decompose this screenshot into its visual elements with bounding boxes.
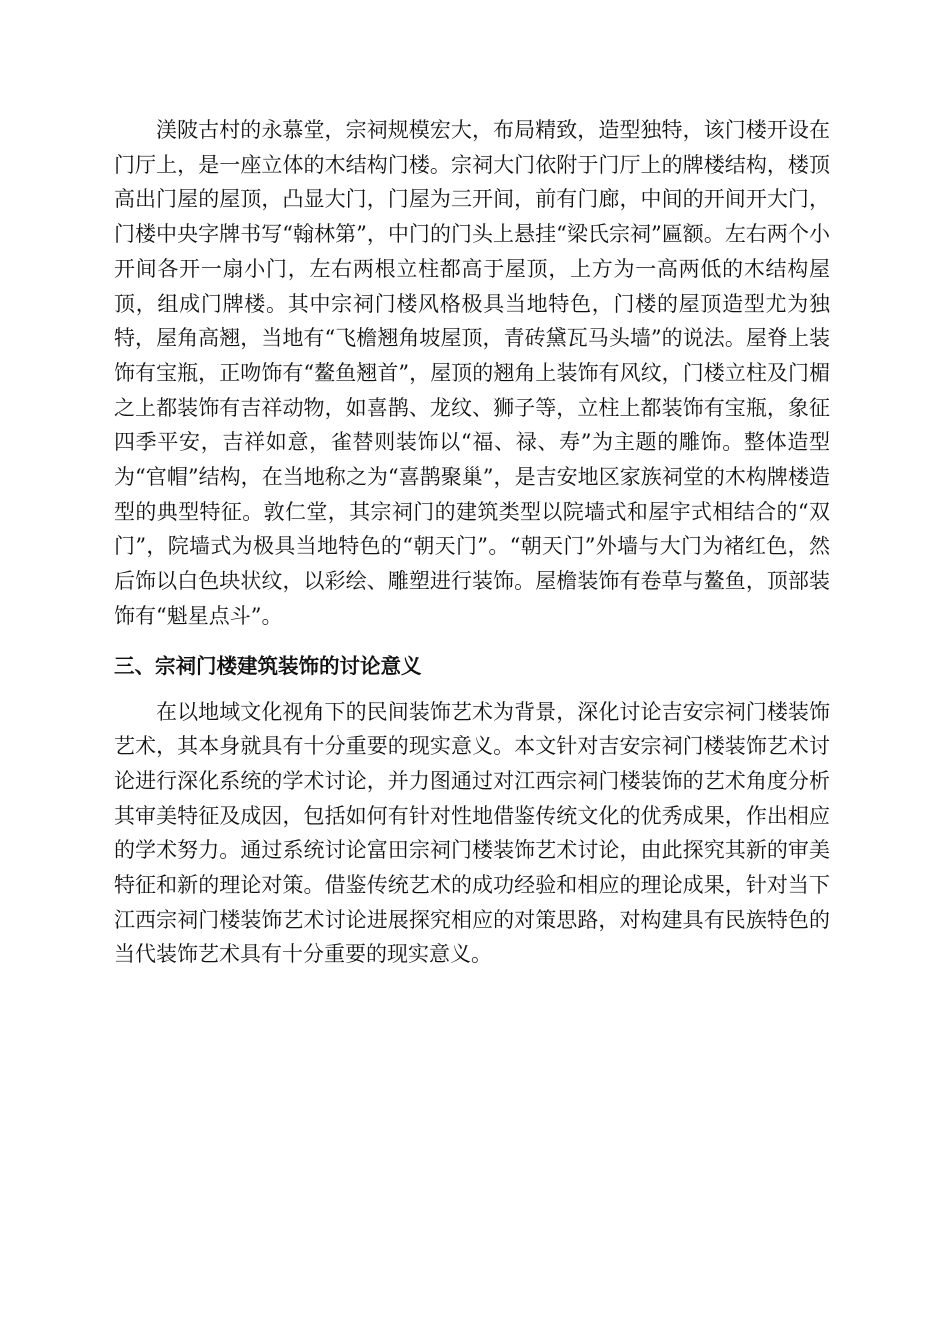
body-paragraph-significance: 在以地域文化视角下的民间装饰艺术为背景，深化讨论吉安宗祠门楼装饰艺术，其本身就具有十分重要的现实意义。本文针对吉安宗祠门楼装饰艺术讨论进行深化系统的学术讨论，并力图通过对江西宗祠门楼装饰的艺术角度分析其审美特征及成因，包括如何有针对性地借鉴传统文化的优秀成果，作出相应的学术努力。通过系统讨论富田宗祠门楼装饰艺术讨论，由此探究其新的审美特征和新的理论对策。借鉴传统艺术的成功经验和相应的理论成果，针对当下江西宗祠门楼装饰艺术讨论进展探究相应的对策思路，对构建具有民族特色的当代装饰艺术具有十分重要的现实意义。 (114, 699, 830, 967)
section-heading: 三、宗祠门楼建筑装饰的讨论意义 (114, 653, 422, 678)
body-paragraph-yongmu-hall: 渼陂古村的永慕堂，宗祠规模宏大，布局精致，造型独特，该门楼开设在门厅上，是一座立体的木结构门楼。宗祠大门依附于门厅上的牌楼结构，楼顶高出门屋的屋顶，凸显大门，门屋为三开间，前有门廊，中间的开间开大门，门楼中央字牌书写“翰林第”，中门的门头上悬挂“梁氏宗祠”匾额。左右两个小开间各开一扇小门，左右两根立柱都高于屋顶，上方为一高两低的木结构屋顶，组成门牌楼。其中宗祠门楼风格极具当地特色，门楼的屋顶造型尤为独特，屋角高翘，当地有“飞檐翘角坡屋顶，青砖黛瓦马头墙”的说法。屋脊上装饰有宝瓶，正吻饰有“鳌鱼翘首”，屋顶的翘角上装饰有风纹，门楼立柱及门楣之上都装饰有吉祥动物，如喜鹊、龙纹、狮子等，立柱上都装饰有宝瓶，象征四季平安，吉祥如意，雀替则装饰以“福、禄、寿”为主题的雕饰。整体造型为“官帽”结构，在当地称之为“喜鹊聚巢”，是吉安地区家族祠堂的木构牌楼造型的典型特征。敦仁堂，其宗祠门的建筑类型以院墙式和屋宇式相结合的“双门”，院墙式为极具当地特色的“朝天门”。“朝天门”外墙与大门为褚红色，然后饰以白色块状纹，以彩绘、雕塑进行装饰。屋檐装饰有卷草与鳌鱼，顶部装饰有“魁星点斗”。 (114, 118, 830, 628)
document-page (114, 113, 830, 972)
